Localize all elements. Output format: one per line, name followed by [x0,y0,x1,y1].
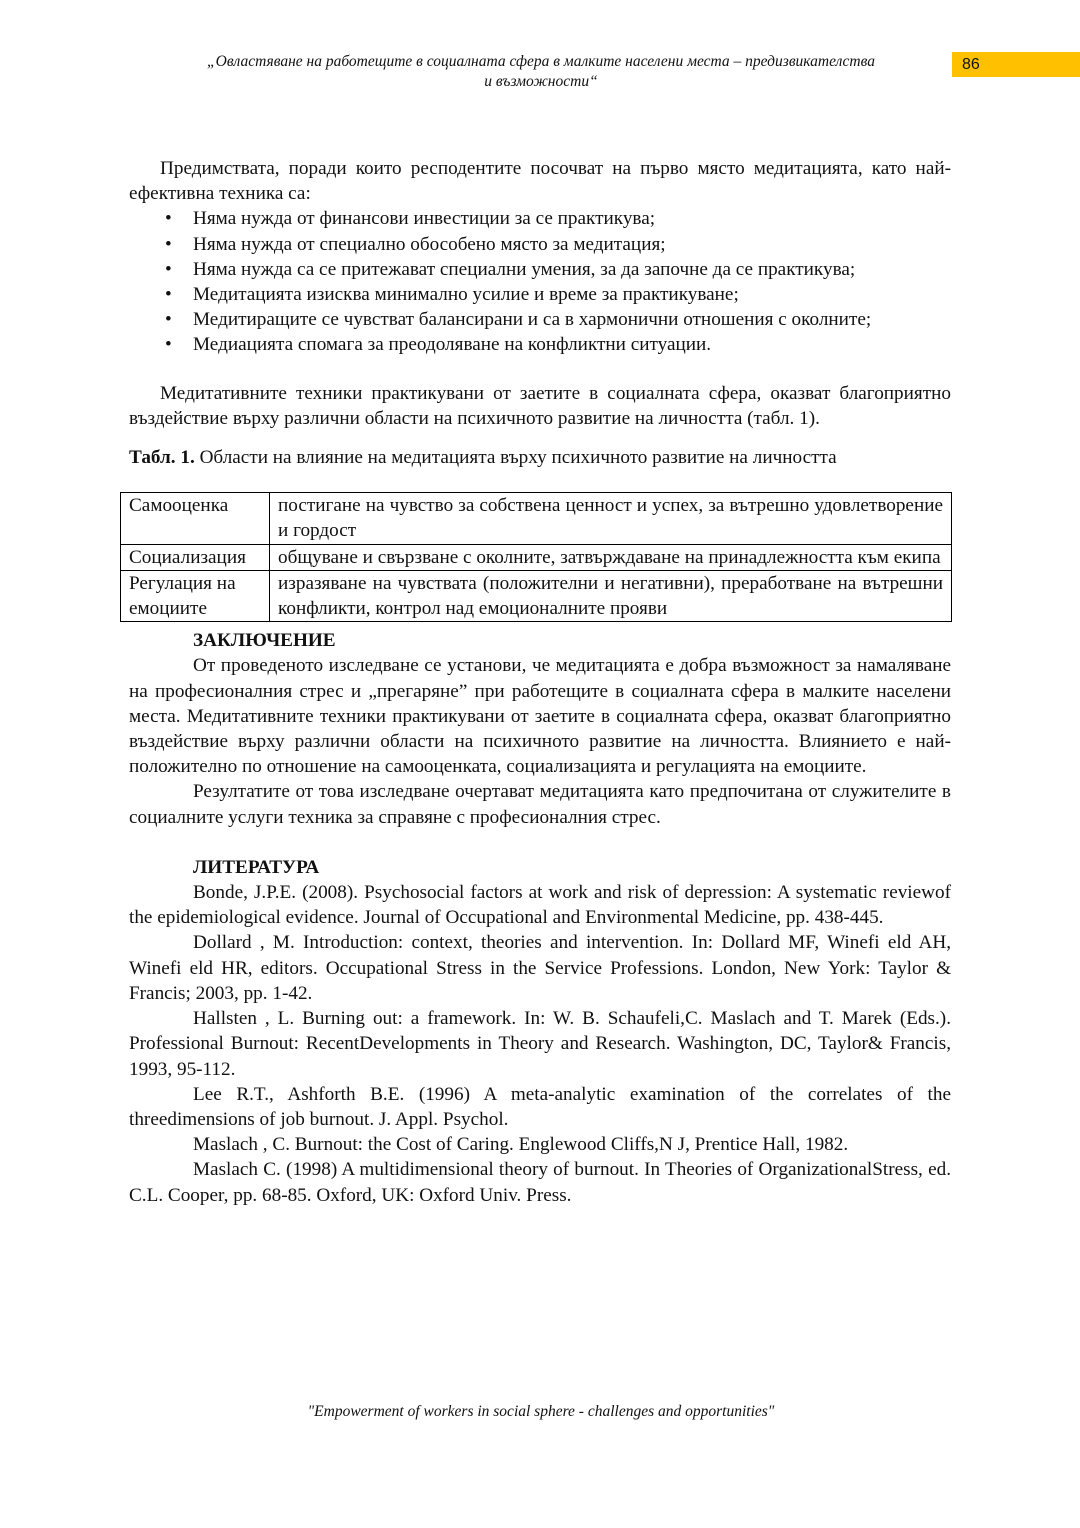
table-cell-area: Регулация на емоциите [121,570,270,621]
running-footer: "Empowerment of workers in social sphere - challenges and opportunities" [307,1403,775,1420]
header-title-line2: и възможности“ [484,73,598,90]
reference-item: Bonde, J.P.E. (2008). Psychosocial factors at work and risk of depression: A systematic reviewof the epidemiological evidence. Journal of Occupational and Environmental Medicine, pp. 438-445. [129,882,951,929]
list-item [129,332,951,357]
bullet-icon: • [165,233,172,255]
reference-item: Maslach , C. Burnout: the Cost of Caring. Englewood Cliffs,N J, Prentice Hall, 1982. [193,1134,849,1156]
table-row [121,544,952,570]
reference-item: Hallsten , L. Burning out: a framework. In: W. B. Schaufeli,C. Maslach and T. Marek (Eds.). Professional Burnout: RecentDevelopments in Theory and Research. Washington, DC, Taylor& Francis, 1993, 95-112. [129,1008,951,1080]
page-body [129,156,951,1208]
list-item [129,206,951,231]
table-cell-area: Самооценка [121,493,270,544]
bullet-icon: • [165,284,172,306]
page-number-badge: 86 [952,52,1080,77]
conclusion-paragraph: От проведеното изследване се установи, че медитацията е добра възможност за намаляване на професионалния стрес и „прегаряне” при работещите в социалната сфера в малките населени места. Медитативните техники практикувани от заетите в социалната сфера, оказват благоприятно въздействие върху различни области на психичното развитие на личността. Влиянието е най-положително по отношение на самооценката, социализацията и регулацията на емоциите. [129,655,951,778]
reference-item: Dollard , M. Introduction: context, theories and intervention. In: Dollard MF, Winefi eld AH, Winefi eld HR, editors. Occupational Stress in the Service Professions. London, New York: Taylor & Francis; 2003, pp. 1-42. [129,932,951,1004]
table-row [121,570,952,621]
bullet-icon: • [165,334,172,356]
intro-paragraph: Предимствата, поради които респодентите посочват на първо място медитацията, като най-ефективна техника са: [129,158,951,205]
conclusion-paragraph: Резултатите от това изследване очертават медитацията като предпочитана от служителите в социалните услуги техника за справяне с професионалния стрес. [129,781,951,828]
list-item-text: Медитиращите се чувстват балансирани и са в хармонични отношения с околните; [193,309,872,331]
table-cell-description: постигане на чувство за собствена ценност и успех, за вътрешно удовлетворение и гордост [270,493,952,544]
reference-item: Maslach C. (1998) A multidimensional theory of burnout. In Theories of OrganizationalStress, ed. C.L. Cooper, pp. 68-85. Oxford, UK: Oxford Univ. Press. [129,1159,951,1206]
running-header [130,52,952,92]
list-item [129,257,951,282]
references-heading: ЛИТЕРАТУРА [193,856,320,878]
table-row [121,493,952,544]
list-item [129,307,951,332]
bullet-icon: • [165,309,172,331]
table-caption [129,445,951,470]
reference-item: Lee R.T., Ashforth B.E. (1996) A meta-analytic examination of the correlates of the threedimensions of job burnout. J. Appl. Psychol. [129,1083,951,1130]
table-caption-label: Табл. 1. [129,447,195,469]
list-item-text: Медиацията спомага за преодоляване на конфликтни ситуации. [193,334,712,356]
impact-paragraph: Медитативните техники практикувани от заетите в социалната сфера, оказват благоприятно въздействие върху различни области на психичното развитие на личността (табл. 1). [129,382,951,429]
bullet-icon: • [165,208,172,230]
list-item [129,232,951,257]
list-item-text: Няма нужда от финансови инвестиции за се практикува; [193,208,656,230]
table-cell-area: Социализация [121,544,270,570]
list-item-text: Няма нужда от специално обособено място за медитация; [193,233,666,255]
list-item [129,282,951,307]
list-item-text: Медитацията изисква минимално усилие и време за практикуване; [193,284,739,306]
table-cell-description: изразяване на чувствата (положителни и негативни), преработване на вътрешни конфликти, контрол над емоционалните прояви [270,570,952,621]
header-title-line1: „Овластяване на работещите в социалната сфера в малките населени места – предизвикателства [207,53,875,70]
table-caption-text: Области на влияние на медитацията върху психичното развитие на личността [194,447,837,469]
list-item-text: Няма нужда са се притежават специални умения, за да започне да се практикува; [193,258,856,280]
conclusion-heading: ЗАКЛЮЧЕНИЕ [193,630,336,652]
table-cell-description: общуване и свързване с околните, затвърждаване на принадлежността към екипа [270,544,952,570]
bullet-icon: • [165,258,172,280]
advantages-list [129,206,951,357]
influence-areas-table [120,492,952,622]
